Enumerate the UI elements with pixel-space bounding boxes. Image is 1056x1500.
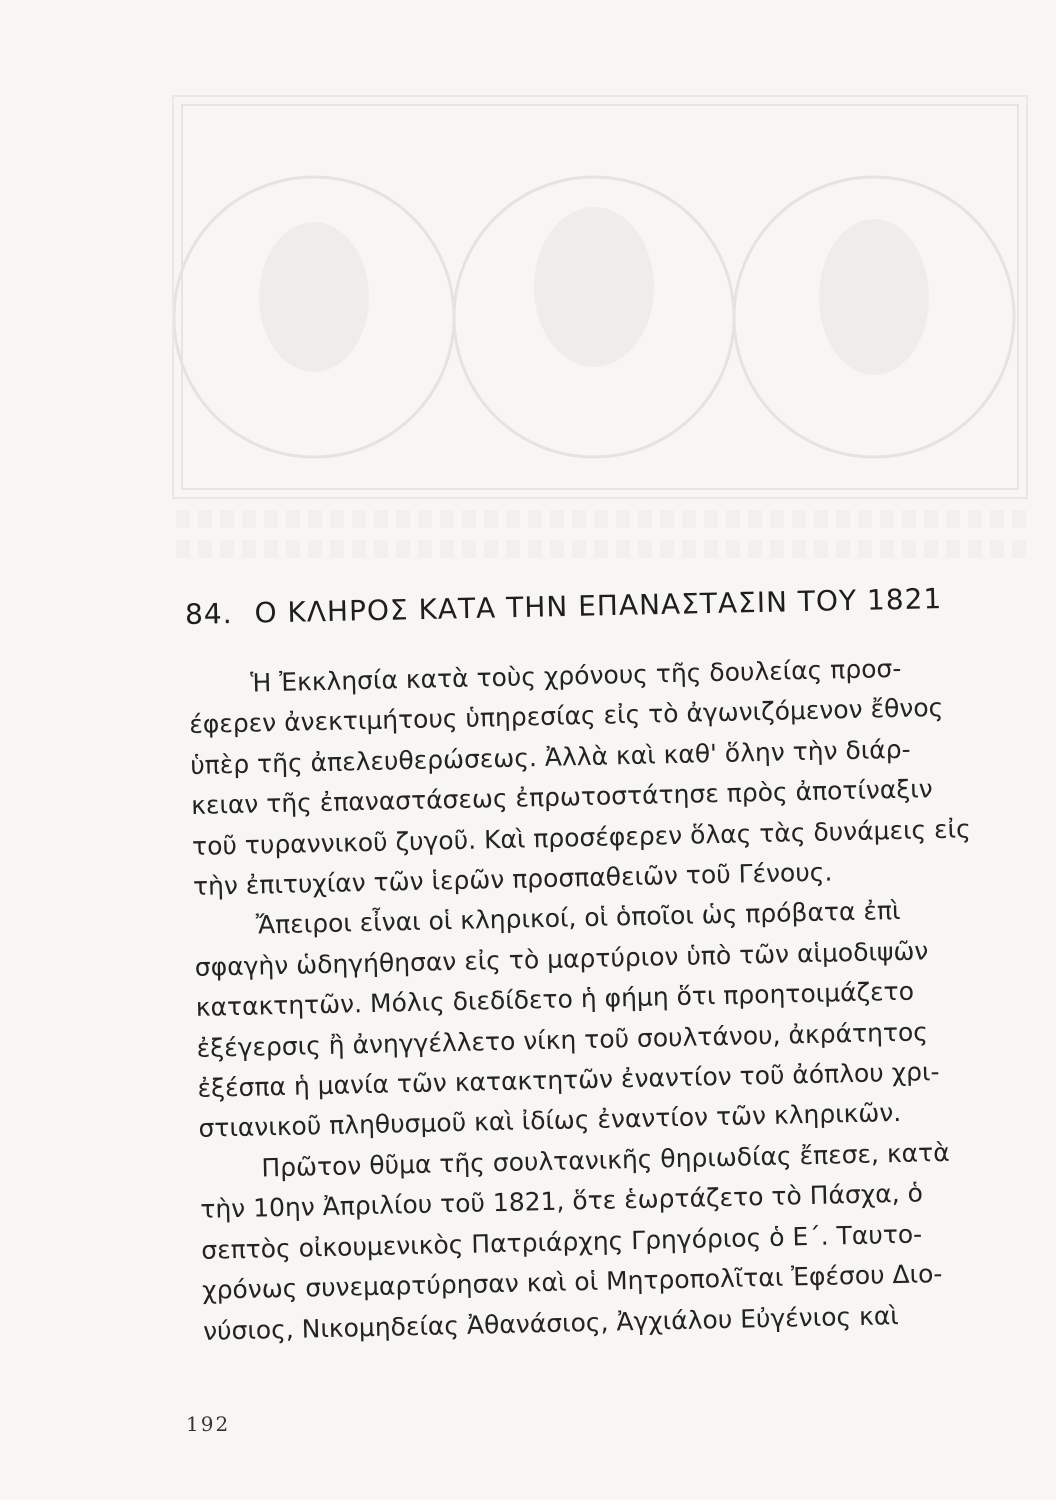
bleed-through-text [176,510,1026,528]
text-line: χρόνως συνεμαρτύρησαν καὶ οἱ Μητροπολῖται Ἐφέσου Διο- [201,1259,943,1305]
text-line: κειαν τῆς ἐπαναστάσεως ἐπρωτοστάτησε πρὸς ἀποτίναξιν [190,774,934,821]
text-line: Ἄπειροι εἶναι οἱ κληρικοί, οἱ ὁποῖοι ὡς πρόβατα ἐπὶ [255,896,901,940]
section-title: Ο ΚΛΗΡΟΣ ΚΑΤΑ ΤΗΝ ΕΠΑΝΑΣΤΑΣΙΝ ΤΟΥ 1821 [254,582,943,630]
text-line: τὴν 10ην Ἀπριλίου τοῦ 1821, ὅτε ἑωρτάζετο τὸ Πάσχα, ὁ [200,1178,924,1225]
text-line: νύσιος, Νικομηδείας Ἀθανάσιος, Ἀγχιάλου Εὐγένιος καὶ [202,1300,900,1346]
text-line: ἐξέσπα ἡ μανία τῶν κατακτητῶν ἐναντίον τοῦ ἀόπλου χρι- [197,1057,940,1103]
page-number: 192 [186,1412,231,1436]
text-line: έφερεν ἀνεκτιμήτους ὑπηρεσίας εἰς τὸ ἀγωνιζόμενον ἔθνος [189,693,944,740]
text-line: σεπτὸς οἰκουμενικὸς Πατριάρχης Γρηγόριος ὁ Ε΄. Ταυτο- [200,1219,923,1265]
bleed-through-text [176,540,1026,558]
body-text [188,646,1043,1352]
text-line: ὑπὲρ τῆς ἀπελευθερώσεως. Ἀλλὰ καὶ καθ' ὅλην τὴν διάρ- [189,734,911,780]
text-line: κατακτητῶν. Μόλις διεδίδετο ἡ φήμη ὅτι προητοιμάζετο [195,976,915,1023]
section-number: 84. [184,597,233,631]
section-heading [185,580,1026,631]
text-line: ἐξέγερσις ἢ ἀνηγγέλλετο νίκη τοῦ σουλτάνου, ἀκράτητος [196,1016,929,1063]
text-line: τὴν ἐπιτυχίαν τῶν ἱερῶν προσπαθειῶν τοῦ Γένους. [192,857,833,901]
bleed-through-illustration [172,95,1028,499]
text-line: Ἡ Ἐκκλησία κατὰ τοὺς χρόνους τῆς δουλείας προσ- [250,653,902,698]
text-line: Πρῶτον θῦμα τῆς σουλτανικῆς θηριωδίας ἔπεσε, κατὰ [261,1137,950,1183]
text-line: σφαγὴν ὡδηγήθησαν εἰς τὸ μαρτύριον ὑπὸ τῶν αἱμοδιψῶν [194,936,929,982]
text-line: στιανικοῦ πληθυσμοῦ καὶ ἰδίως ἐναντίον τῶν κληρικῶν. [198,1098,902,1144]
text-line: τοῦ τυραννικοῦ ζυγοῦ. Καὶ προσέφερεν ὅλας τὰς δυνάμεις εἰς [191,813,972,861]
